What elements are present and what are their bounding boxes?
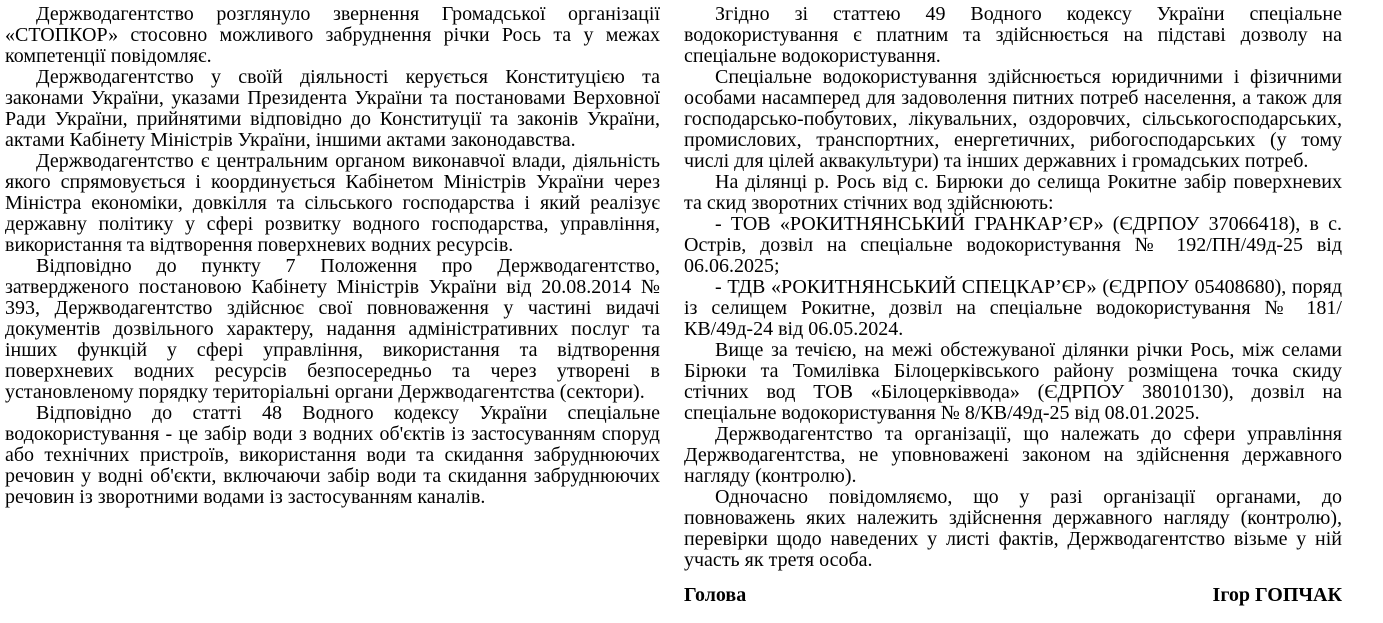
paragraph: Одночасно повідомляємо, що у разі організації органами, до повноважень яких належить здійснення державного нагляду (контролю), перевірки щодо наведених у листі фактів, Держводагентство візьме у ній участь як третя особа.	[684, 486, 1342, 571]
left-text-column	[5, 4, 660, 508]
signer-title: Голова	[684, 584, 747, 606]
paragraph: Держводагентство у своїй діяльності керується Конституцією та законами України, указами Президента України та постановами Верховної Ради України, прийнятими відповідно до Конституції та законів України, актами Кабінету Міністрів України, іншими актами законодавства.	[5, 66, 660, 151]
paragraph: Відповідно до пункту 7 Положення про Держводагентство, затвердженого постановою Кабінету Міністрів України від 20.08.2014 № 393, Держводагентство здійснює свої повноваження у частині видачі документів дозвільного характеру, надання адміністративних послуг та інших функцій у сфері управління, використання та відтворення поверхневих водних ресурсів безпосередньо та через утворені в установленому порядку територіальні органи Держводагентства (сектори).	[5, 255, 660, 403]
signature-row	[684, 585, 1342, 606]
paragraph: Держводагентство є центральним органом виконавчої влади, діяльність якого спрямовується і координується Кабінетом Міністрів України через Міністра економіки, довкілля та сільського господарства і який реалізує державну політику у сфері розвитку водного господарства, управління, використання та відтворення поверхневих водних ресурсів.	[5, 150, 660, 256]
paragraph: Держводагентство та організації, що належать до сфери управління Держводагентства, не уповноважені законом на здійснення державного нагляду (контролю).	[684, 423, 1342, 487]
paragraph: Згідно зі статтею 49 Водного кодексу України спеціальне водокористування є платним та здійснюється на підставі дозволу на спеціальне водокористування.	[684, 3, 1342, 67]
paragraph: Вище за течією, на межі обстежуваної ділянки річки Рось, між селами Бірюки та Томилівка Білоцерківського району розміщена точка скиду стічних вод ТОВ «Білоцерківвода» (ЄДРПОУ 38010130), дозвіл на спеціальне водокористування № 8/КВ/49д-25 від 08.01.2025.	[684, 339, 1342, 424]
paragraph: Спеціальне водокористування здійснюється юридичними і фізичними особами насамперед для задоволення питних потреб населення, а також для господарсько-побутових, лікувальних, оздоровчих, сільськогосподарських, промислових, транспортних, енергетичних, рибогосподарських (у тому числі для цілей аквакультури) та інших державних і громадських потреб.	[684, 66, 1342, 172]
paragraph: Держводагентство розглянуло звернення Громадської організації «СТОПКОР» стосовно можливого забруднення річки Рось та у межах компетенції повідомляє.	[5, 3, 660, 67]
list-item-water-user: - ТОВ «РОКИТНЯНСЬКИЙ ГРАНКАР’ЄР» (ЄДРПОУ 37066418), в с. Острів, дозвіл на спеціальне водокористування № 192/ПН/49д-25 від 06.06.2025;	[684, 213, 1342, 277]
list-item-water-user: - ТДВ «РОКИТНЯНСЬКИЙ СПЕЦКАР’ЄР» (ЄДРПОУ 05408680), поряд із селищем Рокитне, дозвіл на спеціальне водокористування № 181/КВ/49д-24 від 06.05.2024.	[684, 276, 1342, 340]
signer-name: Ігор ГОПЧАК	[1212, 584, 1342, 606]
paragraph: Відповідно до статті 48 Водного кодексу України спеціальне водокористування - це забір води з водних об'єктів із застосуванням споруд або технічних пристроїв, використання води та скидання забруднюючих речовин у водні об'єкти, включаючи забір води та скидання забруднюючих речовин із зворотними водами із застосуванням каналів.	[5, 402, 660, 508]
right-text-column	[684, 4, 1342, 571]
paragraph: На ділянці р. Рось від с. Бирюки до селища Рокитне забір поверхневих та скид зворотних стічних вод здійснюють:	[684, 171, 1342, 214]
